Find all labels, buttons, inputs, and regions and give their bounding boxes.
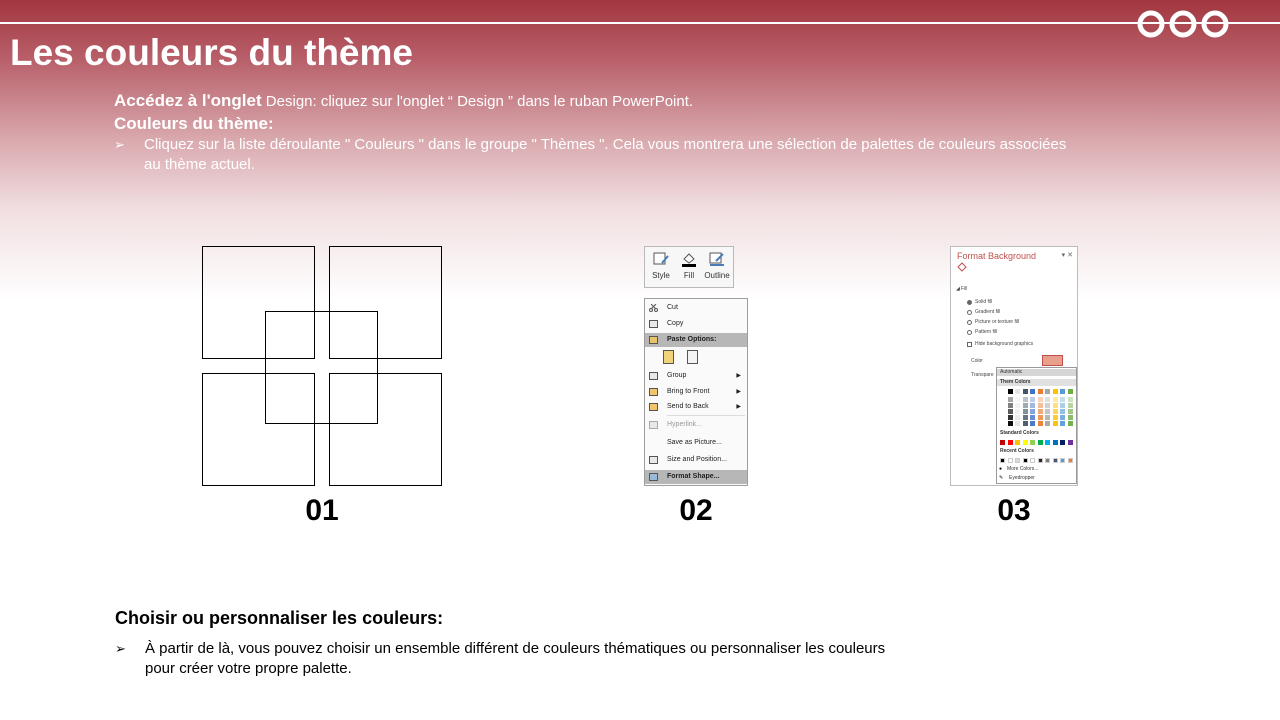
- theme-shade-swatch[interactable]: [1053, 397, 1058, 402]
- menu-item-bring-to-front[interactable]: Bring to Front ▶: [645, 385, 747, 399]
- theme-shade-swatch[interactable]: [1060, 415, 1065, 420]
- step-1-strong: Accédez à l'onglet: [114, 91, 262, 110]
- theme-shade-swatch[interactable]: [1023, 421, 1028, 426]
- theme-shade-swatch[interactable]: [1000, 409, 1005, 414]
- style-label: Style: [652, 271, 670, 280]
- theme-shade-swatch[interactable]: [1015, 415, 1020, 420]
- paste-keep-format-icon[interactable]: [663, 350, 674, 364]
- menu-item-save-as-picture[interactable]: Save as Picture...: [667, 439, 722, 446]
- theme-shade-swatch[interactable]: [1053, 403, 1058, 408]
- recent-swatch[interactable]: [1030, 458, 1035, 463]
- step-1-text: Design: cliquez sur l'onglet “ Design ” dans le ruban PowerPoint.: [261, 93, 694, 110]
- theme-shade-swatch[interactable]: [1053, 409, 1058, 414]
- fill-ribbon-button[interactable]: [675, 249, 703, 280]
- theme-shade-swatch[interactable]: [1008, 397, 1013, 402]
- theme-shade-swatch[interactable]: [1023, 397, 1028, 402]
- automatic-option[interactable]: Automatic: [997, 369, 1076, 376]
- standard-swatch[interactable]: [1015, 440, 1020, 445]
- bring-front-icon: [649, 388, 658, 396]
- theme-shade-swatch[interactable]: [1045, 397, 1050, 402]
- outline-ribbon-button[interactable]: [703, 249, 731, 280]
- menu-item-cut[interactable]: Cut: [645, 301, 747, 315]
- picture-fill-radio[interactable]: [967, 320, 972, 325]
- color-dropdown-button[interactable]: [1042, 355, 1063, 366]
- theme-shade-swatch[interactable]: [1045, 421, 1050, 426]
- theme-shade-swatch[interactable]: [1030, 397, 1035, 402]
- eyedropper-icon: ✎: [999, 475, 1004, 481]
- hyperlink-icon: [649, 421, 658, 429]
- theme-shade-swatch[interactable]: [1038, 415, 1043, 420]
- copy-icon: [649, 320, 658, 328]
- theme-shade-swatch[interactable]: [1060, 421, 1065, 426]
- standard-swatch[interactable]: [1060, 440, 1065, 445]
- theme-shade-swatch[interactable]: [1023, 403, 1028, 408]
- theme-shade-swatch[interactable]: [1053, 421, 1058, 426]
- standard-swatch[interactable]: [1023, 440, 1028, 445]
- standard-swatch[interactable]: [1053, 440, 1058, 445]
- theme-shade-swatch[interactable]: [1015, 409, 1020, 414]
- theme-shade-swatch[interactable]: [1015, 403, 1020, 408]
- solid-fill-radio[interactable]: [967, 300, 972, 305]
- menu-item-hyperlink[interactable]: Hyperlink...: [645, 418, 747, 432]
- hide-bg-checkbox[interactable]: [967, 342, 972, 347]
- format-shape-icon: [649, 473, 658, 481]
- theme-swatch[interactable]: [1000, 389, 1005, 394]
- step-2-bullet: [114, 135, 1074, 175]
- standard-swatch[interactable]: [1045, 440, 1050, 445]
- theme-shade-swatch[interactable]: [1038, 409, 1043, 414]
- three-rings-logo-icon: [1136, 9, 1234, 39]
- eyedropper-option[interactable]: Eyedropper: [1009, 475, 1035, 481]
- outline-label: Outline: [704, 271, 730, 280]
- standard-swatch[interactable]: [1030, 440, 1035, 445]
- hide-bg-label: Hide background graphics: [975, 341, 1034, 347]
- size-position-icon: [649, 456, 658, 464]
- theme-shade-swatch[interactable]: [1068, 397, 1073, 402]
- pen-outline-icon: [708, 251, 726, 267]
- context-menu: [644, 298, 748, 486]
- theme-colors-header: Them Colors: [997, 379, 1076, 386]
- picture-fill-label: Picture or texture fill: [975, 319, 1020, 325]
- theme-shade-swatch[interactable]: [1023, 415, 1028, 420]
- menu-item-paste-options: Paste Options:: [645, 333, 747, 347]
- recent-swatch[interactable]: [1000, 458, 1005, 463]
- theme-shade-swatch[interactable]: [1038, 421, 1043, 426]
- theme-shade-swatch[interactable]: [1015, 421, 1020, 426]
- arrow-bullet-icon: ➢: [114, 137, 125, 152]
- standard-swatch[interactable]: [1008, 440, 1013, 445]
- pane-title: Format Background: [957, 251, 1037, 261]
- menu-item-copy[interactable]: Copy: [645, 317, 747, 331]
- gradient-fill-label: Gradient fill: [975, 309, 1001, 315]
- paint-bucket-icon: [680, 251, 698, 267]
- theme-swatch[interactable]: [1008, 389, 1013, 394]
- theme-swatch[interactable]: [1060, 389, 1065, 394]
- step-1-line: [114, 90, 1074, 113]
- theme-shade-swatch[interactable]: [1030, 409, 1035, 414]
- theme-swatch[interactable]: [1038, 389, 1043, 394]
- header-divider-line: [0, 22, 1280, 24]
- send-back-icon: [649, 403, 658, 411]
- theme-swatch[interactable]: [1053, 389, 1058, 394]
- fill-label: Fill: [683, 271, 695, 280]
- menu-item-size-position[interactable]: Size and Position...: [645, 453, 747, 467]
- theme-swatch[interactable]: [1045, 389, 1050, 394]
- theme-shade-swatch[interactable]: [1053, 415, 1058, 420]
- customize-section: [115, 607, 895, 679]
- theme-shade-swatch[interactable]: [1045, 409, 1050, 414]
- theme-shade-swatch[interactable]: [1068, 415, 1073, 420]
- menu-item-group[interactable]: Group ▶: [645, 369, 747, 383]
- pane-close-icon[interactable]: ▾ ✕: [1061, 252, 1073, 259]
- recent-colors-header: Recent Colors: [997, 448, 1076, 455]
- recent-swatch[interactable]: [1023, 458, 1028, 463]
- shape-style-icon: [652, 251, 670, 267]
- theme-swatch[interactable]: [1023, 389, 1028, 394]
- pattern-fill-label: Pattern fill: [975, 329, 998, 335]
- theme-shade-swatch[interactable]: [1068, 403, 1073, 408]
- theme-shade-swatch[interactable]: [1060, 409, 1065, 414]
- scissors-icon: [649, 304, 658, 312]
- overlapping-squares-diagram: [202, 246, 442, 486]
- gradient-fill-radio[interactable]: [967, 310, 972, 315]
- recent-swatch[interactable]: [1038, 458, 1043, 463]
- theme-shade-swatch[interactable]: [1008, 403, 1013, 408]
- menu-item-send-to-back[interactable]: Send to Back ▶: [645, 400, 747, 414]
- standard-swatch[interactable]: [1000, 440, 1005, 445]
- transparency-label: Transpare: [971, 372, 994, 378]
- theme-shade-swatch[interactable]: [1023, 409, 1028, 414]
- intro-section: [114, 90, 1074, 175]
- submenu-arrow-icon: ▶: [736, 373, 741, 379]
- arrow-bullet-icon: ➢: [115, 641, 126, 656]
- recent-swatch[interactable]: [1068, 458, 1073, 463]
- theme-shade-swatch[interactable]: [1030, 403, 1035, 408]
- theme-shade-swatch[interactable]: [1008, 409, 1013, 414]
- step-2-bullet-text: Cliquez sur la liste déroulante " Couleurs " dans le groupe " Thèmes ". Cela vous montrera une sélection de palettes de couleurs associées au thème actuel.: [144, 136, 1067, 173]
- color-picker-dropdown: [996, 367, 1077, 484]
- recent-swatch[interactable]: [1015, 458, 1020, 463]
- theme-shade-swatch[interactable]: [1000, 415, 1005, 420]
- theme-swatch[interactable]: [1015, 389, 1020, 394]
- collapse-triangle-icon[interactable]: ◢: [956, 286, 960, 292]
- theme-shade-swatch[interactable]: [1000, 397, 1005, 402]
- theme-shade-swatch[interactable]: [1015, 397, 1020, 402]
- theme-swatch[interactable]: [1068, 389, 1073, 394]
- submenu-arrow-icon: ▶: [736, 389, 741, 395]
- customize-heading: Choisir ou personnaliser les couleurs:: [115, 608, 444, 628]
- group-icon: [649, 372, 658, 380]
- more-colors-option[interactable]: More Colors...: [1007, 466, 1039, 472]
- theme-shade-swatch[interactable]: [1030, 421, 1035, 426]
- theme-swatch[interactable]: [1030, 389, 1035, 394]
- standard-swatch[interactable]: [1038, 440, 1043, 445]
- theme-shade-swatch[interactable]: [1045, 403, 1050, 408]
- customize-bullet: [115, 639, 895, 679]
- recent-swatch[interactable]: [1045, 458, 1050, 463]
- label-03: 03: [997, 494, 1031, 527]
- theme-shade-swatch[interactable]: [1060, 403, 1065, 408]
- paint-bucket-icon: [956, 262, 968, 272]
- theme-shade-swatch[interactable]: [1068, 409, 1073, 414]
- fill-section-label: Fill: [961, 286, 968, 292]
- recent-swatch[interactable]: [1060, 458, 1065, 463]
- style-ribbon-button[interactable]: [647, 249, 675, 280]
- pattern-fill-radio[interactable]: [967, 330, 972, 335]
- shape-style-ribbon: [644, 246, 734, 288]
- theme-shade-swatch[interactable]: [1038, 397, 1043, 402]
- clipboard-icon: [649, 336, 658, 344]
- recent-swatch[interactable]: [1053, 458, 1058, 463]
- label-02: 02: [679, 494, 713, 527]
- theme-shade-swatch[interactable]: [1068, 421, 1073, 426]
- theme-shade-swatch[interactable]: [1038, 403, 1043, 408]
- color-label: Color: [971, 358, 983, 364]
- square-center: [265, 311, 378, 424]
- slide-title: Les couleurs du thème: [10, 32, 413, 73]
- label-01: 01: [305, 494, 339, 527]
- paste-picture-icon[interactable]: [687, 350, 698, 364]
- submenu-arrow-icon: ▶: [736, 404, 741, 410]
- solid-fill-label: Solid fill: [975, 299, 993, 305]
- paste-option-buttons: [645, 349, 747, 367]
- step-2-heading: Couleurs du thème:: [114, 114, 274, 133]
- theme-shade-swatch[interactable]: [1000, 421, 1005, 426]
- palette-icon: ●: [999, 466, 1003, 472]
- menu-item-format-shape[interactable]: Format Shape...: [645, 470, 747, 484]
- customize-bullet-text: À partir de là, vous pouvez choisir un ensemble différent de couleurs thématiques ou personnaliser les couleurs pour créer votre propre palette.: [145, 640, 886, 677]
- theme-shade-swatch[interactable]: [1008, 415, 1013, 420]
- recent-swatch[interactable]: [1008, 458, 1013, 463]
- theme-shade-swatch[interactable]: [1008, 421, 1013, 426]
- theme-shade-swatch[interactable]: [1045, 415, 1050, 420]
- theme-shade-swatch[interactable]: [1000, 403, 1005, 408]
- menu-separator: [667, 415, 745, 416]
- standard-colors-header: Standard Colors: [997, 430, 1076, 437]
- theme-shade-swatch[interactable]: [1030, 415, 1035, 420]
- theme-shade-swatch[interactable]: [1060, 397, 1065, 402]
- standard-swatch[interactable]: [1068, 440, 1073, 445]
